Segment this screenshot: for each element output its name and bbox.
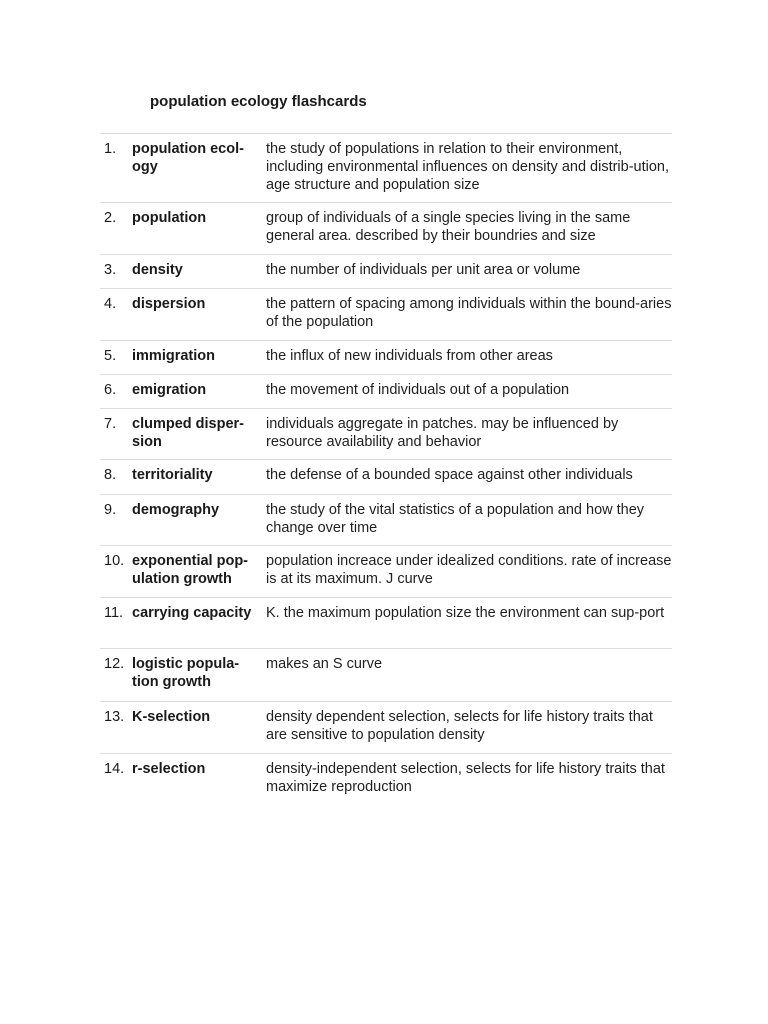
card-definition: the movement of individuals out of a population (266, 382, 570, 398)
card-definition: K. the maximum population size the environment can sup-port (266, 605, 665, 621)
card-term: K-selection (132, 709, 211, 725)
flashcard-list (100, 133, 672, 805)
card-definition: the influx of new individuals from other areas (266, 348, 553, 364)
flashcard-row (100, 597, 672, 648)
card-definition: the study of populations in relation to their environment, including environmental influences on density and distrib-ution, age structure and population size (266, 141, 670, 193)
flashcard-row (100, 202, 672, 254)
card-term: r-selection (132, 761, 206, 777)
flashcard-row (100, 374, 672, 408)
flashcard-row (100, 254, 672, 288)
card-number: 13. (104, 709, 125, 725)
card-number: 5. (104, 348, 117, 364)
card-number: 2. (104, 210, 117, 226)
card-number: 8. (104, 467, 117, 483)
flashcard-row (100, 133, 672, 202)
card-definition: population increace under idealized conditions. rate of increase is at its maximum. J curve (266, 553, 672, 587)
card-term: logistic popula- tion growth (132, 656, 240, 690)
card-number: 6. (104, 382, 117, 398)
card-term: emigration (132, 382, 207, 398)
flashcard-row (100, 701, 672, 753)
page-title: population ecology flashcards (150, 93, 367, 110)
card-term: population (132, 210, 207, 226)
card-number: 4. (104, 296, 117, 312)
card-term: clumped disper- sion (132, 416, 244, 450)
flashcard-row (100, 545, 672, 597)
card-definition: density-independent selection, selects for life history traits that maximize reproduction (266, 761, 665, 795)
card-number: 9. (104, 502, 117, 518)
flashcard-row (100, 408, 672, 459)
card-definition: group of individuals of a single species living in the same general area. described by their boundries and size (266, 210, 631, 244)
card-definition: makes an S curve (266, 656, 383, 672)
flashcard-row (100, 753, 672, 805)
flashcard-row (100, 340, 672, 374)
card-number: 12. (104, 656, 125, 672)
card-term: dispersion (132, 296, 206, 312)
card-definition: the defense of a bounded space against other individuals (266, 467, 633, 483)
card-number: 11. (104, 605, 124, 621)
card-number: 7. (104, 416, 117, 432)
card-term: density (132, 262, 183, 278)
card-number: 14. (104, 761, 125, 777)
flashcard-row (100, 459, 672, 494)
card-number: 1. (104, 141, 117, 157)
card-term: demography (132, 502, 220, 518)
card-term: population ecol- ogy (132, 141, 244, 175)
card-term: carrying capacity (132, 605, 252, 621)
card-definition: density dependent selection, selects for life history traits that are sensitive to population density (266, 709, 653, 743)
card-definition: the number of individuals per unit area or volume (266, 262, 581, 278)
card-number: 10. (104, 553, 125, 569)
flashcard-row (100, 288, 672, 340)
flashcard-row (100, 494, 672, 545)
card-definition: the pattern of spacing among individuals within the bound-aries of the population (266, 296, 672, 330)
card-term: territoriality (132, 467, 213, 483)
card-number: 3. (104, 262, 117, 278)
card-term: exponential pop- ulation growth (132, 553, 248, 587)
card-term: immigration (132, 348, 215, 364)
card-definition: individuals aggregate in patches. may be influenced by resource availability and behavior (266, 416, 619, 450)
card-definition: the study of the vital statistics of a population and how they change over time (266, 502, 645, 536)
flashcard-row (100, 648, 672, 701)
